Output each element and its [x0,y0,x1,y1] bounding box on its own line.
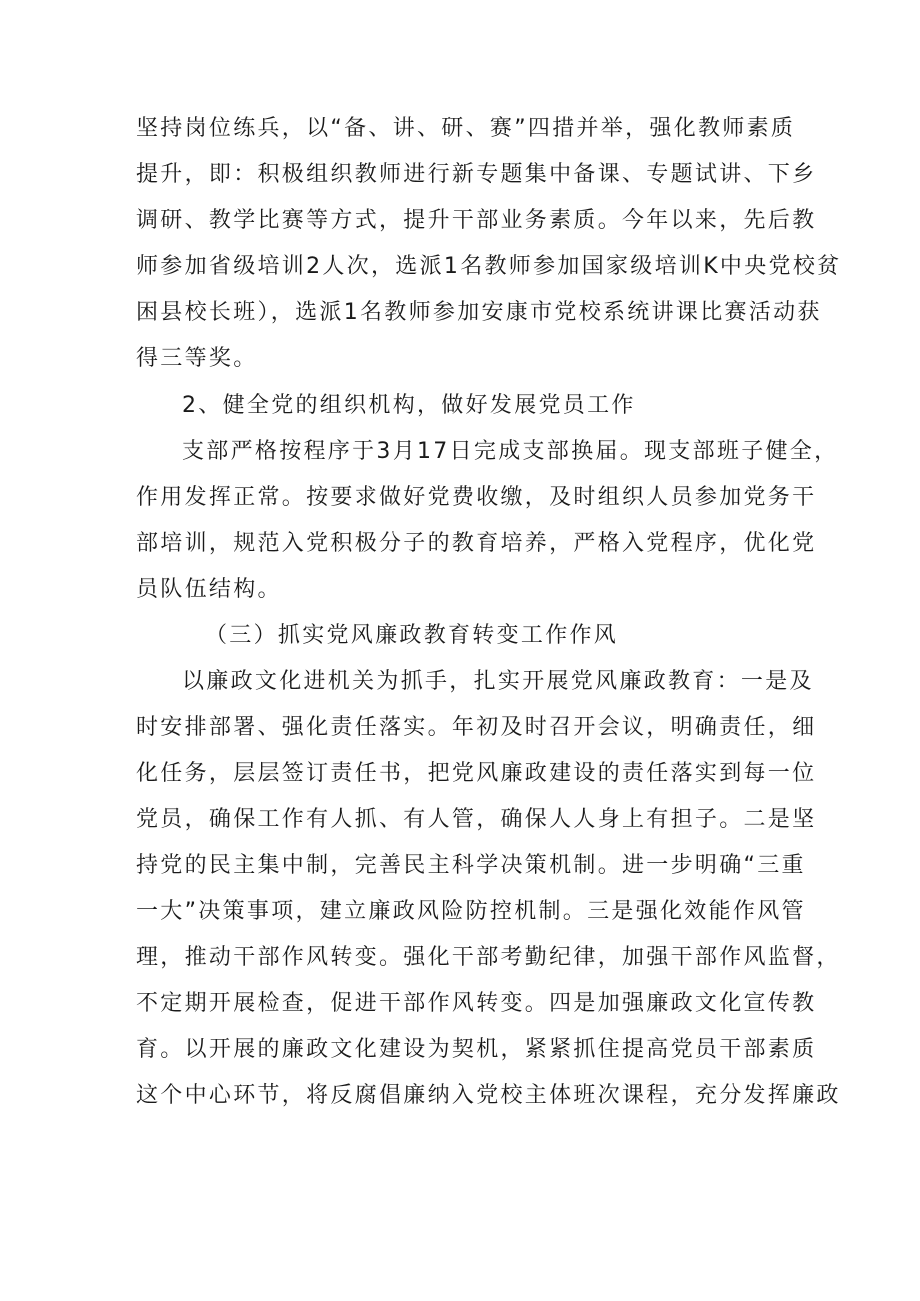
section-heading: （三）抓实党风廉政教育转变工作作风 [205,623,619,648]
subheading: 2、健全党的组织机构，做好发展党员工作 [182,393,636,418]
paragraph-line: 持党的民主集中制，完善民主科学决策机制。进一步明确“三重 [136,853,806,878]
paragraph-line: 师参加省级培训2人次，选派1名教师参加国家级培训K中央党校贫 [136,254,842,279]
paragraph-line: 提升，即：积极组织教师进行新专题集中备课、专题试讲、下乡 [136,162,817,187]
paragraph-line: 理，推动干部作风转变。强化干部考勤纪律，加强干部作风监督， [136,945,841,970]
paragraph-line: 这个中心环节，将反腐倡廉纳入党校主体班次课程，充分发挥廉政 [136,1083,841,1108]
paragraph-line: 坚持岗位练兵，以“备、讲、研、赛”四措并举，强化教师素质 [136,116,796,141]
paragraph-line: 支部严格按程序于3月17日完成支部换届。现支部班子健全， [182,439,839,464]
paragraph-line: 部培训，规范入党积极分子的教育培养，严格入党程序，优化党 [136,531,817,556]
paragraph-line: 困县校长班），选派1名教师参加安康市党校系统讲课比赛活动获 [136,300,822,325]
paragraph-line: 调研、教学比赛等方式，提升干部业务素质。今年以来，先后教 [136,208,817,233]
paragraph-line: 时安排部署、强化责任落实。年初及时召开会议，明确责任，细 [136,715,817,740]
paragraph-line: 化任务，层层签订责任书，把党风廉政建设的责任落实到每一位 [136,761,817,786]
paragraph-line: 员队伍结构。 [136,577,282,602]
paragraph-line: 育。以开展的廉政文化建设为契机，紧紧抓住提高党员干部素质 [136,1037,817,1062]
paragraph-line: 得三等奖。 [136,346,258,371]
paragraph-line: 一大”决策事项，建立廉政风险防控机制。三是强化效能作风管 [136,899,806,924]
paragraph-line: 不定期开展检查，促进干部作风转变。四是加强廉政文化宣传教 [136,991,817,1016]
paragraph-line: 党员，确保工作有人抓、有人管，确保人人身上有担子。二是坚 [136,807,817,832]
paragraph-line: 以廉政文化进机关为抓手，扎实开展党风廉政教育：一是及 [182,669,814,694]
paragraph-line: 作用发挥正常。按要求做好党费收缴，及时组织人员参加党务干 [136,485,817,510]
